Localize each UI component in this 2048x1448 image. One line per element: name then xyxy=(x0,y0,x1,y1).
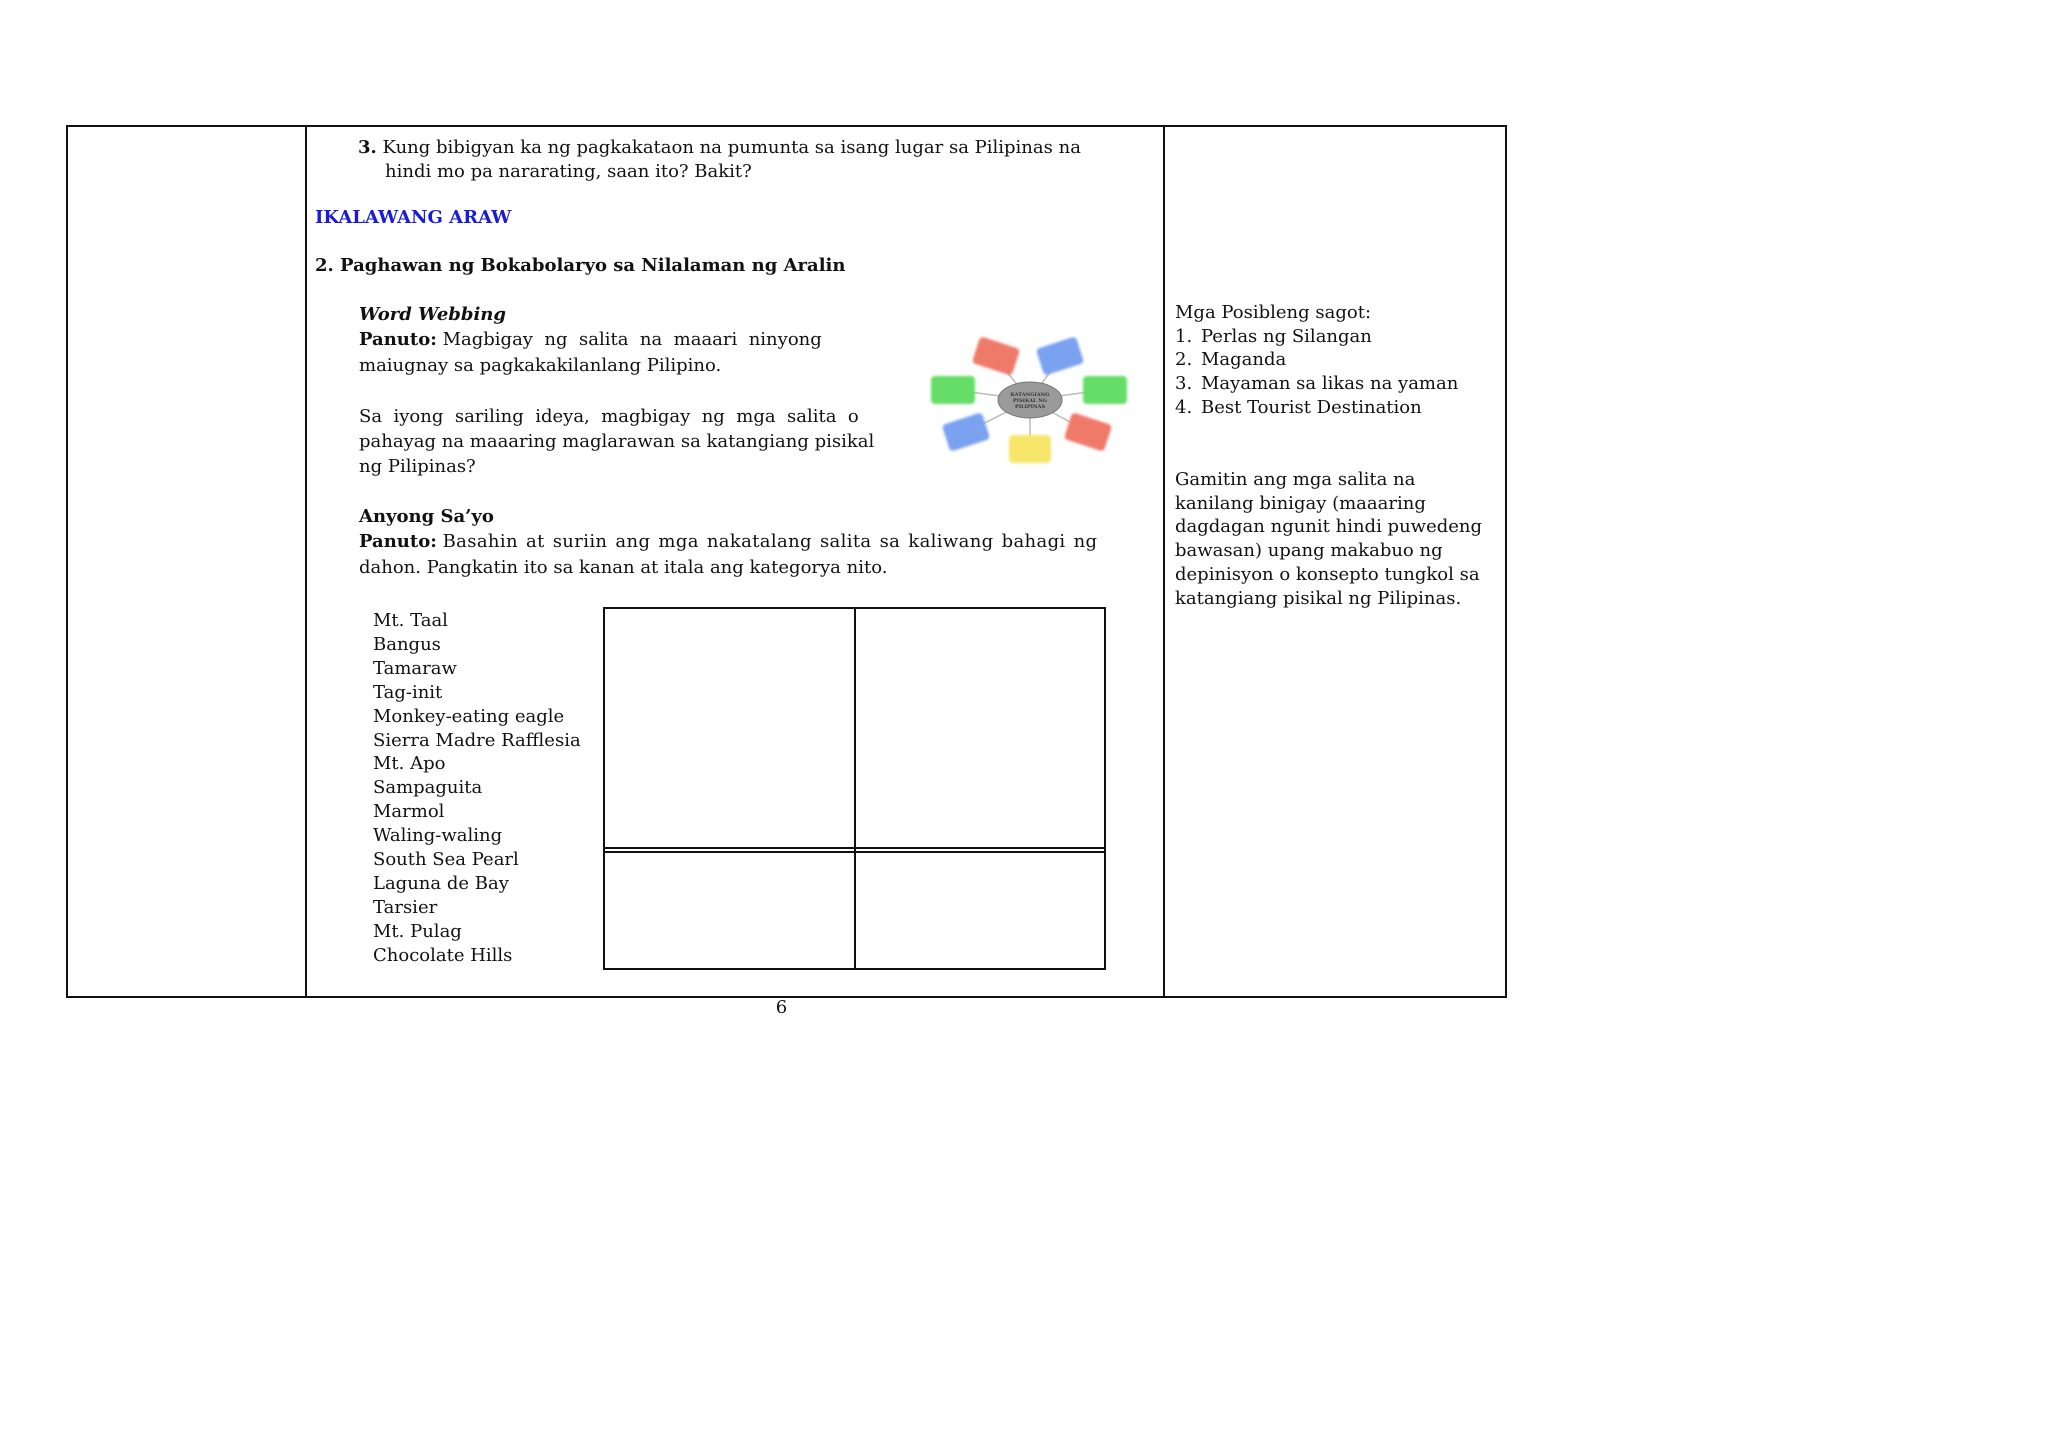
web-center-label-line1: KATANGIANG xyxy=(1010,392,1050,398)
list-item: Monkey-eating eagle xyxy=(373,705,565,727)
word-list xyxy=(373,609,581,968)
word-web-diagram xyxy=(925,330,1135,470)
list-item: 3. Mayaman sa likas na yaman xyxy=(1175,373,1459,395)
list-item: Mt. Pulag xyxy=(373,920,462,942)
question-3-line2: hindi mo pa nararating, saan ito? Bakit? xyxy=(385,161,752,182)
word-webbing-prompt-line2: pahayag na maaaring maglarawan sa katangiang pisikal xyxy=(359,431,875,452)
anyong-sayo-title: Anyong Sa’yo xyxy=(359,506,494,527)
guidance-line: bawasan) upang makabuo ng xyxy=(1175,540,1443,562)
question-3 xyxy=(358,136,1081,160)
list-item: Tarsier xyxy=(373,896,438,918)
grid-horizontal-line-double xyxy=(605,851,1104,853)
list-item: 2. Maganda xyxy=(1175,349,1287,371)
anyong-sayo-instruction-line2: dahon. Pangkatin ito sa kanan at itala ang kategorya nito. xyxy=(359,557,888,578)
possible-answers-title: Mga Posibleng sagot: xyxy=(1175,302,1372,323)
question-3-line1: Kung bibigyan ka ng pagkakataon na pumunta sa isang lugar sa Pilipinas na xyxy=(382,137,1081,158)
grid-vertical-line xyxy=(854,609,856,968)
grid-horizontal-line xyxy=(605,847,1104,849)
word-webbing-instruction-line2: maiugnay sa pagkakakilanlang Pilipino. xyxy=(359,355,722,376)
list-item: Tamaraw xyxy=(373,657,457,679)
web-node-bottom-left xyxy=(942,412,991,452)
word-webbing-instruction xyxy=(359,328,905,352)
possible-answers xyxy=(1175,301,1458,420)
section-heading: 2. Paghawan ng Bokabolaryo sa Nilalaman ng Aralin xyxy=(315,255,846,276)
instruction-text-line1: Magbigay ng salita na maaari ninyong xyxy=(442,329,822,350)
web-node-bottom-right xyxy=(1064,412,1113,452)
guidance-line: dagdagan ngunit hindi puwedeng xyxy=(1175,516,1483,538)
categorization-grid xyxy=(603,607,1106,970)
web-node-left xyxy=(931,376,975,404)
anyong-sayo-instruction-line1: Basahin at suriin ang mga nakatalang salita sa kaliwang bahagi ng xyxy=(442,531,1098,552)
list-item: Marmol xyxy=(373,801,445,823)
list-item: Laguna de Bay xyxy=(373,872,509,894)
anyong-sayo-instruction-label: Panuto: xyxy=(359,531,437,552)
day-heading: IKALAWANG ARAW xyxy=(315,207,512,228)
word-webbing-title: Word Webbing xyxy=(359,304,506,325)
question-3-number: 3. xyxy=(358,137,377,158)
guidance-line: katangiang pisikal ng Pilipinas. xyxy=(1175,587,1462,609)
list-item: Waling-waling xyxy=(373,825,503,847)
web-node-bottom xyxy=(1009,435,1051,463)
anyong-sayo-instruction xyxy=(359,530,1097,554)
list-item: Mt. Taal xyxy=(373,610,448,631)
web-center-label-line3: PILIPINAS xyxy=(1014,404,1046,410)
guidance-line: Gamitin ang mga salita na xyxy=(1175,469,1416,490)
list-item: Tag-init xyxy=(373,681,443,703)
guidance-line: depinisyon o konsepto tungkol sa xyxy=(1175,563,1480,585)
list-item: 1. Perlas ng Silangan xyxy=(1175,325,1372,347)
column-divider-left xyxy=(305,127,307,996)
web-node-top-right xyxy=(1036,336,1085,376)
word-webbing-prompt-line1: Sa iyong sariling ideya, magbigay ng mga salita o xyxy=(359,406,859,427)
web-center-label-line2: PISIKAL NG xyxy=(1012,398,1048,404)
list-item: Sampaguita xyxy=(373,777,483,799)
list-item: South Sea Pearl xyxy=(373,849,519,871)
word-webbing-prompt-line3: ng Pilipinas? xyxy=(359,456,476,477)
column-divider-right xyxy=(1163,127,1165,996)
list-item: Bangus xyxy=(373,633,441,655)
guidance-note xyxy=(1175,468,1482,610)
list-item: Mt. Apo xyxy=(373,753,446,775)
web-node-top-left xyxy=(972,336,1021,376)
instruction-label: Panuto: xyxy=(359,329,437,350)
web-node-right xyxy=(1083,376,1127,404)
list-item: Chocolate Hills xyxy=(373,944,513,966)
page-number: 6 xyxy=(775,997,788,1018)
possible-answers-list xyxy=(1175,325,1458,420)
guidance-line: kanilang binigay (maaaring xyxy=(1175,492,1426,514)
list-item: 4. Best Tourist Destination xyxy=(1175,396,1422,418)
list-item: Sierra Madre Rafflesia xyxy=(373,729,581,751)
